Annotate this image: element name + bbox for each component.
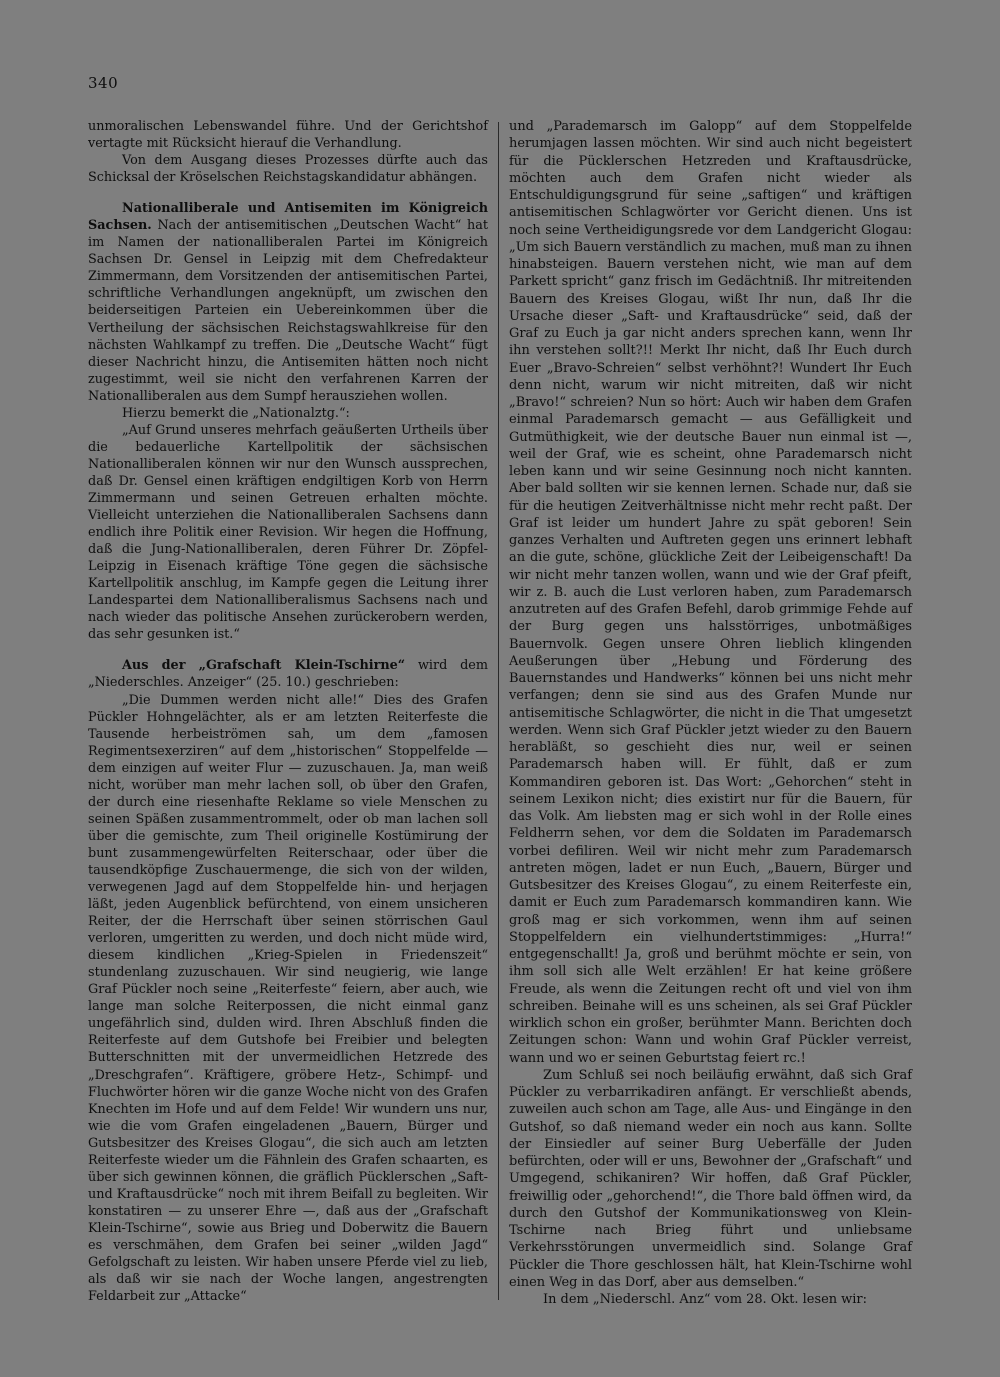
article-nationalliberale	[88, 200, 488, 405]
page-number: 340	[88, 74, 119, 92]
paragraph: Hierzu bemerkt die „Nationalztg.“:	[122, 405, 350, 421]
article-grafschaft	[88, 657, 488, 691]
paragraph: In dem „Niederschl. Anz“ vom 28. Okt. lesen wir:	[543, 1292, 867, 1307]
paragraph: und „Parademarsch im Galopp“ auf dem Stoppelfelde herumjagen lassen möchten. Wir sind auch nicht begeistert für die Pücklerschen Hetzreden und Kraftausdrücke, möchten auch dem Grafen nicht wieder als Entschuldigungsgrund für seine „saftigen“ und kräftigen antisemitischen Schlagwörter vor Gericht dienen. Uns ist noch seine Vertheidigungsrede vor dem Landgericht Glogau: „Um sich Bauern verständlich zu machen, muß man zu ihnen hinabsteigen. Bauern verstehen nicht, wie man auf dem Parkett spricht“ ganz frisch im Gedächtniß. Ihr mitreitenden Bauern des Kreises Glogau, wißt Ihr nun, daß Ihr die Ursache dieser „Saft- und Kraftausdrücke“ seid, daß der Graf zu Euch ja gar nicht anders sprechen kann, wenn Ihr ihn verstehen sollt?!! Merkt Ihr nicht, daß Ihr Euch durch Euer „Bravo-Schreien“ selbst verhöhnt?! Wundert Ihr Euch denn nicht, warum wir nicht mitreiten, daß wir nicht „Bravo!“ schreien? Nun so hört: Auch wir haben dem Grafen einmal Parademarsch gemacht — aus Gefälligkeit und Gutmüthigkeit, wie der deutsche Bauer nun einmal ist —, weil der Graf, wie es scheint, ohne Parademarsch nicht leben kann und wir seine Gesinnung noch nicht kannten. Aber bald sollten wir sie kennen lernen. Schade nur, daß sie für die heutigen Zeitverhältnisse nicht mehr recht paßt. Der Graf ist leider um hundert Jahre zu spät geboren! Sein ganzes Verhalten und Auftreten gegen uns erinnert lebhaft an die gute, schöne, glückliche Zeit der Leibeigenschaft! Da wir nicht mehr tanzen wollen, wann und wie der Graf pfeift, wir z. B. auch die Lust verloren haben, zum Parademarsch anzutreten auf des Grafen Befehl, darob grimmige Fehde auf der Burg gegen uns halsstörriges, unbotmäßiges Bauernvolk. Gegen unsere Ohren lieblich klingenden Aeußerungen über „Hebung und Förderung des Bauernstandes und Handwerks“ können bei uns nicht mehr verfangen; denn sie sind aus des Grafen Munde nur antisemitische Schlagwörter, die nicht in die That umgesetzt werden. Wenn sich Graf Pückler jetzt wieder zu den Bauern herabläßt, so geschieht dies nur, weil er seinen Parademarsch haben will. Er fühlt, daß er zum Kommandiren geboren ist. Das Wort: „Gehorchen“ steht in seinem Lexikon nicht; dies existirt nur für die Bauern, für das Volk. Am liebsten mag er sich wohl in der Rolle eines Feldherrn sehen, vor dem die Soldaten im Parademarsch vorbei defiliren. Weil wir nicht mehr zum Parademarsch antreten mögen, ladet er nun Euch, „Bauern, Bürger und Gutsbesitzer des Kreises Glogau“, zu einem Reiterfeste ein, damit er Euch zum Parademarsch kommandiren kann. Wie groß mag er sich vorkommen, wenn ihm auf seinen Stoppelfeldern ein vielhundertstimmiges: „Hurra!“ entgegenschallt! Ja, groß und berühmt möchte er sein, von ihm soll sich alle Welt erzählen! Er hat keine größere Freude, als wenn die Zeitungen recht oft und viel von ihm schreiben. Beinahe will es uns scheinen, als sei Graf Pückler wirklich schon ein großer, berühmter Mann. Berichten doch Zeitungen schon: Wann und wohin Graf Pückler verreist, wann und wo er seinen Geburtstag feiert rc.!	[509, 119, 912, 1066]
article-lead: wird dem „Niederschles. Anzeiger“ (25. 10.) geschrieben:	[88, 658, 489, 691]
left-column	[88, 118, 488, 1305]
right-column	[509, 118, 912, 1308]
paragraph: unmoralischen Lebenswandel führe. Und der Gerichtshof vertagte mit Rücksicht hierauf die Verhandlung.	[88, 119, 488, 152]
quote-paragraph: „Die Dummen werden nicht alle!“ Dies des Grafen Pückler Hohngelächter, als er am letzten Reiterfeste die Tausende herbeiströmen sah, um dem „famosen Regimentsexerziren“ auf dem „historischen“ Stoppelfelde — dem einzigen auf weiter Flur — zuzuschauen. Ja, man weiß nicht, worüber man mehr lachen soll, ob über den Grafen, der durch eine riesenhafte Reklame so viele Menschen zu seinen Späßen zusammentrommelt, oder ob man lachen soll über die gemischte, zum Theil originelle Kostümirung der bunt zusammengewürfelten Reiterschaar, oder über die tausendköpfige Zuschauermenge, die sich von der wilden, verwegenen Jagd auf dem Stoppelfelde hin- und herjagen läßt, jeden Augenblick befürchtend, von einem unsicheren Reiter, der die Herrschaft über seinen störrischen Gaul verloren, umgeritten zu werden, und doch nicht müde wird, diesem kindlichen „Krieg-Spielen in Friedenszeit“ stundenlang zuzuschauen. Wir sind neugierig, wie lange Graf Pückler noch seine „Reiterfeste“ feiern, aber auch, wie lange man solche Reiterpossen, die nicht einmal ganz ungefährlich sind, dulden wird. Ihren Abschluß finden die Reiterfeste auf dem Gutshofe bei Freibier und belegten Butterschnitten mit der unvermeidlichen Hetzrede des „Dreschgrafen“. Kräftigere, gröbere Hetz-, Schimpf- und Fluchwörter hören wir die ganze Woche nicht von des Grafen Knechten im Hofe und auf dem Felde! Wir wundern uns nur, wie die vom Grafen eingeladenen „Bauern, Bürger und Gutsbesitzer des Kreises Glogau“, die sich auch am letzten Reiterfeste wieder um die Fähnlein des Grafen schaarten, es über sich gewinnen können, die gräflich Pücklerschen „Saft- und Kraftausdrücke“ noch mit ihrem Beifall zu begleiten. Wir konstatiren — zu unserer Ehre —, daß aus der „Grafschaft Klein-Tschirne“, sowie aus Brieg und Doberwitz die Bauern es verschmähen, dem Grafen bei seiner „wilden Jagd“ Gefolgschaft zu leisten. Wir haben unsere Pferde viel zu lieb, als daß wir sie nach der Woche langen, angestrengten Feldarbeit zur „Attacke“	[88, 692, 489, 1305]
article-heading: Aus der „Grafschaft Klein-Tschirne“	[122, 658, 406, 674]
quote-paragraph: „Auf Grund unseres mehrfach geäußerten Urtheils über die bedauerliche Kartellpolitik der sächsischen Nationalliberalen können wir nur den Wunsch aussprechen, daß Dr. Gensel einen kräftigen endgiltigen Korb von Herrn Zimmermann und seinen Getreuen erhalten möchte. Vielleicht unterziehen die Nationalliberalen Sachsens dann endlich ihre Politik einer Revision. Wir hegen die Hoffnung, daß die Jung-Nationalliberalen, deren Führer Dr. Zöpfel-Leipzig in Eisenach kräftige Töne gegen die sächsische Kartellpolitik anschlug, im Kampfe gegen die Leitung ihrer Landespartei dem Nationalliberalismus Sachsens nach und nach wieder das politische Ansehen zurückerobern werden, das sehr gesunken ist.“	[88, 422, 488, 643]
article-heading: Nationalliberale und Antisemiten im Königreich Sachsen.	[88, 201, 488, 234]
paragraph: Von dem Ausgang dieses Prozesses dürfte auch das Schicksal der Kröselschen Reichstagskandidatur abhängen.	[88, 153, 488, 186]
paragraph: Zum Schluß sei noch beiläufig erwähnt, daß sich Graf Pückler zu verbarrikadiren anfängt. Er verschließt abends, zuweilen auch schon am Tage, alle Aus- und Eingänge in den Gutshof, so daß niemand weder ein noch aus kann. Sollte der Einsiedler auf seiner Burg Ueberfälle der Juden befürchten, oder will er uns, Bewohner der „Grafschaft“ und Umgegend, schikaniren? Wir hoffen, daß Graf Pückler, freiwillig oder „gehorchend!“, die Thore bald öffnen wird, da durch den Gutshof der Kommunikationsweg von Klein-Tschirne nach Brieg führt und unliebsame Verkehrsstörungen unvermeidlich sind. Solange Graf Pückler die Thore geschlossen hält, hat Klein-Tschirne wohl einen Weg in das Dorf, aber aus demselben.“	[509, 1067, 912, 1290]
column-divider	[498, 122, 499, 1300]
article-body: Nach der antisemitischen „Deutschen Wacht“ hat im Namen der nationalliberalen Partei im Königreich Sachsen Dr. Gensel in Leipzig mit dem Chefredakteur Zimmermann, dem Vorsitzenden der antisemitischen Partei, schriftliche Verhandlungen angeknüpft, um zwischen den beiderseitigen Parteien ein Uebereinkommen über die Vertheilung der sächsischen Reichstagswahlkreise für den nächsten Wahlkampf zu treffen. Die „Deutsche Wacht“ fügt dieser Nachricht hinzu, die Antisemiten hätten noch nicht zugestimmt, weil sie nicht den verfahrenen Karren der Nationalliberalen aus dem Sumpf herausziehen wollen.	[88, 218, 488, 404]
